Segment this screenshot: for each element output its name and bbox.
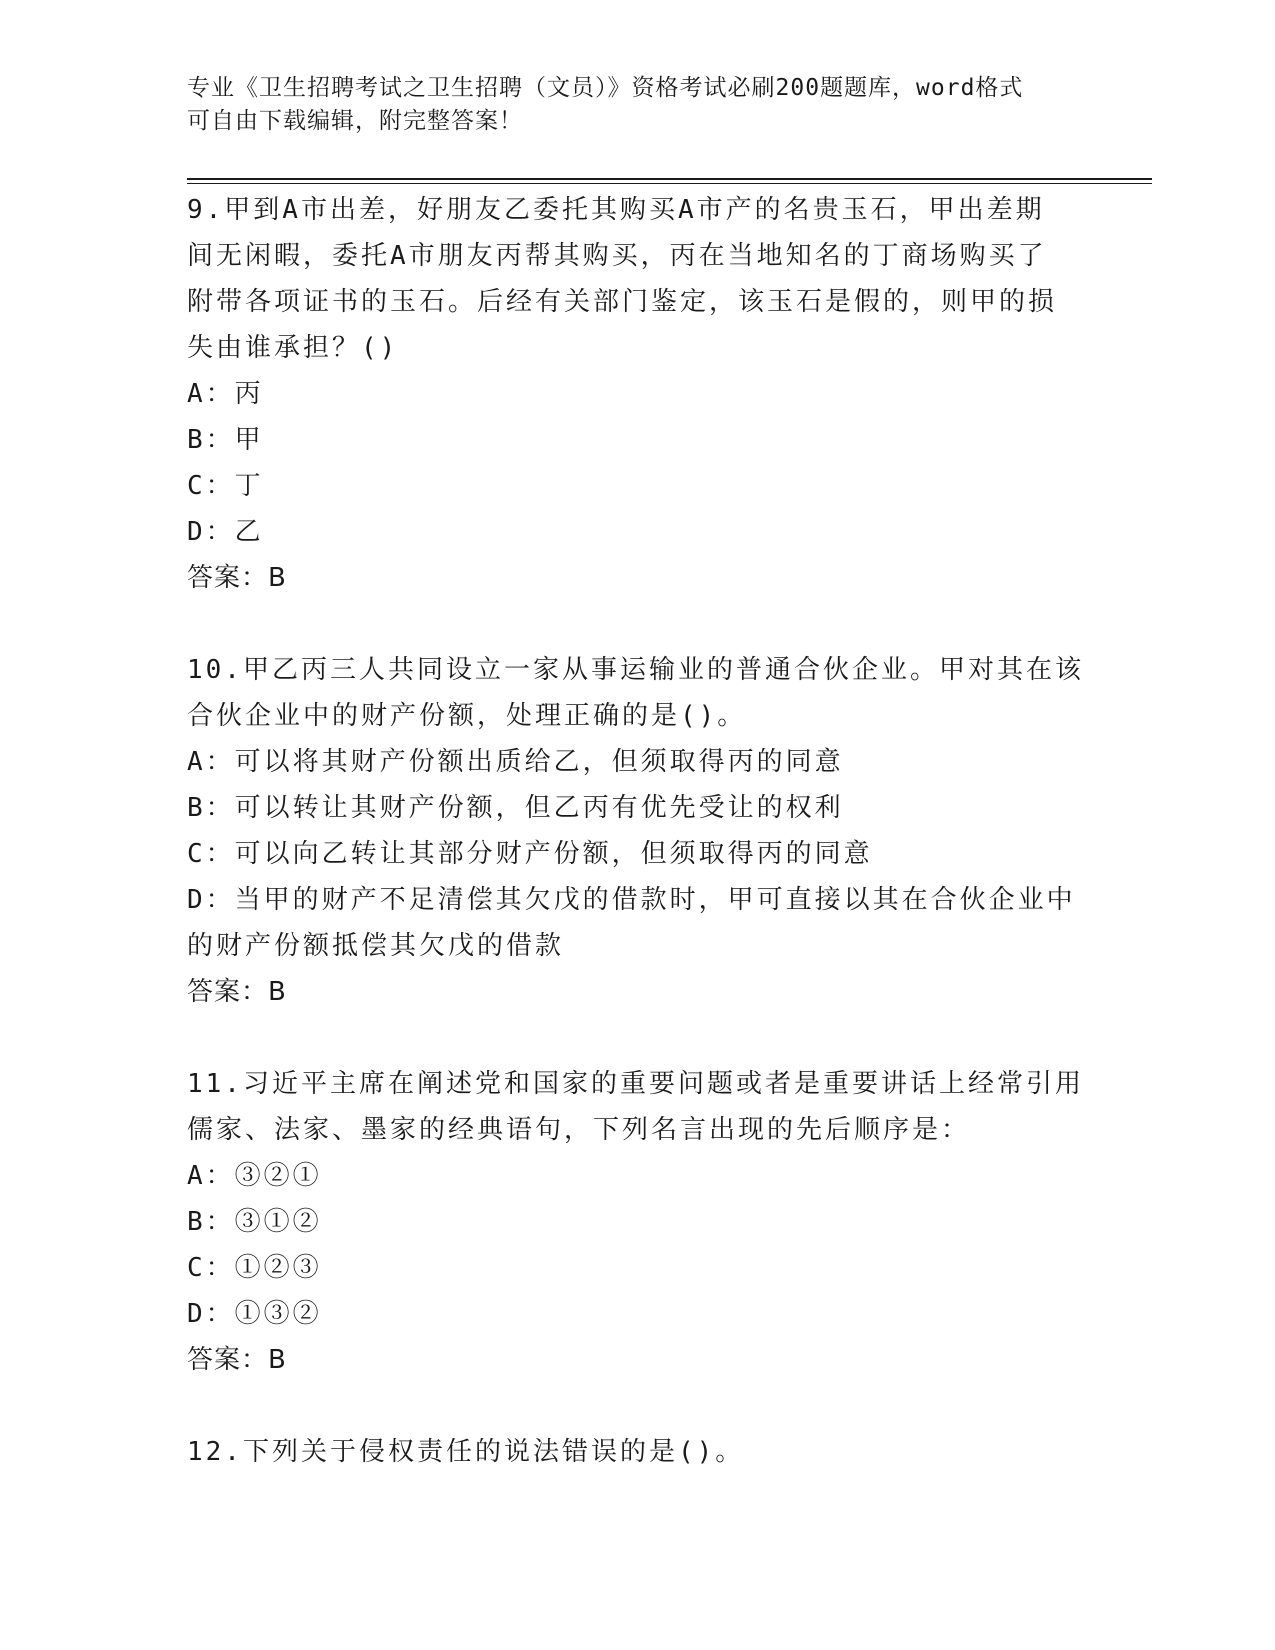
header-divider-thick [187,178,1152,180]
option-b: B：甲 [187,425,264,455]
question-stem-line: 间无闲暇，委托A市朋友丙帮其购买，丙在当地知名的丁商场购买了 [187,241,1047,271]
question-list [187,187,1087,1475]
question-spacer [187,601,1087,647]
option-a: A：可以将其财产份额出质给乙，但须取得丙的同意 [187,747,844,777]
option-d: D：①③② [187,1299,322,1329]
question-stem-line: 10.甲乙丙三人共同设立一家从事运输业的普通合伙企业。甲对其在该 [187,655,1084,685]
question-spacer [187,1015,1087,1061]
document-header [187,72,1067,138]
option-d-continued: 的财产份额抵偿其欠戊的借款 [187,931,565,961]
question-stem-line: 附带各项证书的玉石。后经有关部门鉴定，该玉石是假的，则甲的损 [187,287,1058,317]
option-c: C：①②③ [187,1253,322,1283]
option-b: B：可以转让其财产份额，但乙丙有优先受让的权利 [187,793,844,823]
question-11 [187,1061,1087,1383]
option-a: A：丙 [187,379,264,409]
question-stem-line: 失由谁承担？() [187,333,399,363]
question-stem-line: 11.习近平主席在阐述党和国家的重要问题或者是重要讲话上经常引用 [187,1069,1084,1099]
question-10 [187,647,1087,1015]
question-12 [187,1429,1087,1475]
option-c: C：可以向乙转让其部分财产份额，但须取得丙的同意 [187,839,873,869]
question-9 [187,187,1087,601]
question-stem-line: 儒家、法家、墨家的经典语句，下列名言出现的先后顺序是： [187,1115,971,1145]
header-line-2: 可自由下载编辑，附完整答案！ [187,108,523,134]
question-stem-line: 9.甲到A市出差，好朋友乙委托其购买A市产的名贵玉石，甲出差期 [187,195,1045,225]
header-divider-thin [187,183,1152,184]
option-c: C：丁 [187,471,264,501]
question-spacer [187,1383,1087,1429]
question-stem-line: 合伙企业中的财产份额，处理正确的是()。 [187,701,747,731]
answer-line: 答案：B [187,563,287,593]
question-stem-line: 12.下列关于侵权责任的说法错误的是()。 [187,1437,745,1467]
option-d: D：乙 [187,517,264,547]
answer-line: 答案：B [187,977,287,1007]
header-line-1: 专业《卫生招聘考试之卫生招聘（文员）》资格考试必刷200题题库，word格式 [187,75,1024,101]
option-a: A：③②① [187,1161,322,1191]
answer-line: 答案：B [187,1345,287,1375]
option-d: D：当甲的财产不足清偿其欠戊的借款时，甲可直接以其在合伙企业中 [187,885,1076,915]
option-b: B：③①② [187,1207,322,1237]
